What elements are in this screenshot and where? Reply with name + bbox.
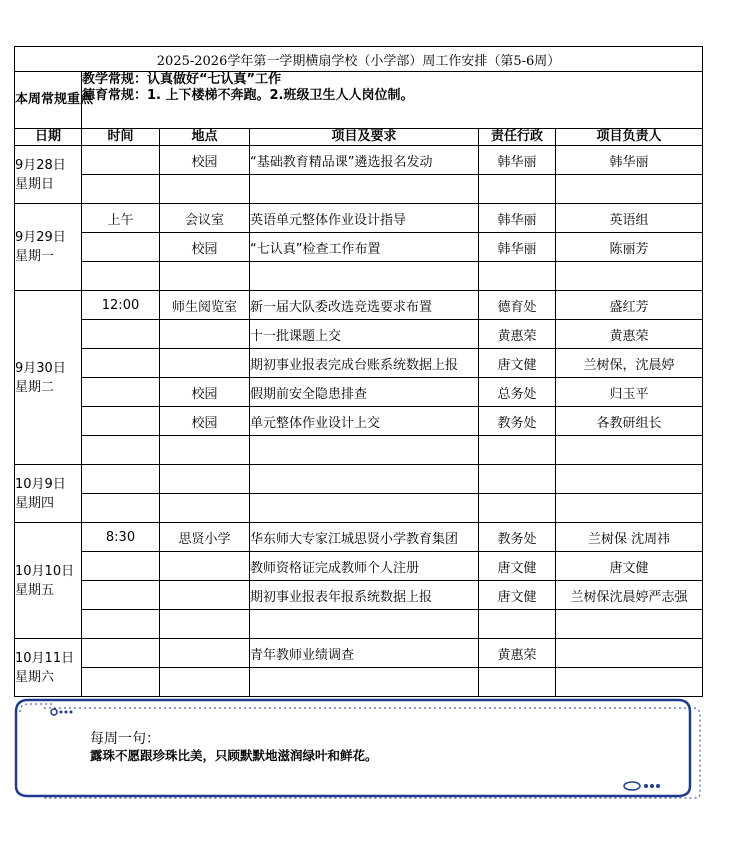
owner-cell: 兰树保沈晨婷严志强 xyxy=(556,581,703,610)
place-cell xyxy=(160,262,250,291)
time-cell xyxy=(82,610,160,639)
col-header-date: 日期 xyxy=(15,129,82,146)
place-cell: 校园 xyxy=(160,233,250,262)
item-cell xyxy=(250,494,479,523)
table-row xyxy=(15,262,703,291)
item-cell xyxy=(250,175,479,204)
date-cell xyxy=(15,639,82,697)
place-cell: 校园 xyxy=(160,378,250,407)
weekday-text: 星期六 xyxy=(15,669,55,685)
item-cell xyxy=(250,465,479,494)
place-cell: 思贤小学 xyxy=(160,523,250,552)
dept-cell: 德育处 xyxy=(479,291,556,320)
item-cell: 英语单元整体作业设计指导 xyxy=(250,204,479,233)
dept-cell: 唐文健 xyxy=(479,581,556,610)
owner-cell: 陈丽芳 xyxy=(556,233,703,262)
owner-cell xyxy=(556,465,703,494)
date-text: 10月10日 xyxy=(15,563,75,579)
table-row xyxy=(15,465,703,494)
time-cell xyxy=(82,581,160,610)
date-cell xyxy=(15,146,82,204)
place-cell xyxy=(160,610,250,639)
item-cell: “七认真”检查工作布置 xyxy=(250,233,479,262)
weekly-focus-content xyxy=(82,72,703,129)
weekly-quote-box xyxy=(14,698,702,800)
place-cell xyxy=(160,465,250,494)
item-cell: 新一届大队委改选竞选要求布置 xyxy=(250,291,479,320)
table-row xyxy=(15,552,703,581)
owner-cell: 韩华丽 xyxy=(556,146,703,175)
place-cell xyxy=(160,494,250,523)
place-cell xyxy=(160,175,250,204)
owner-cell xyxy=(556,668,703,697)
date-cell xyxy=(15,291,82,465)
col-header-place: 地点 xyxy=(160,129,250,146)
item-cell: 青年教师业绩调查 xyxy=(250,639,479,668)
time-cell xyxy=(82,349,160,378)
quote-title: 每周一句： xyxy=(90,731,160,747)
date-cell xyxy=(15,523,82,639)
owner-cell xyxy=(556,610,703,639)
table-row xyxy=(15,610,703,639)
dept-cell: 黄惠荣 xyxy=(479,639,556,668)
owner-cell xyxy=(556,436,703,465)
time-cell xyxy=(82,233,160,262)
dept-cell xyxy=(479,436,556,465)
table-row xyxy=(15,204,703,233)
time-cell xyxy=(82,407,160,436)
time-cell xyxy=(82,146,160,175)
item-cell: 假期前安全隐患排查 xyxy=(250,378,479,407)
place-cell: 师生阅览室 xyxy=(160,291,250,320)
table-row xyxy=(15,523,703,552)
date-cell xyxy=(15,204,82,291)
time-cell xyxy=(82,639,160,668)
owner-cell: 归玉平 xyxy=(556,378,703,407)
dept-cell xyxy=(479,175,556,204)
dept-cell: 黄惠荣 xyxy=(479,320,556,349)
dept-cell xyxy=(479,494,556,523)
place-cell: 校园 xyxy=(160,407,250,436)
dept-cell: 韩华丽 xyxy=(479,204,556,233)
dept-cell xyxy=(479,668,556,697)
table-row xyxy=(15,436,703,465)
time-cell xyxy=(82,378,160,407)
owner-cell xyxy=(556,175,703,204)
time-cell xyxy=(82,436,160,465)
owner-cell: 盛红芳 xyxy=(556,291,703,320)
col-header-item: 项目及要求 xyxy=(250,129,479,146)
col-header-time: 时间 xyxy=(82,129,160,146)
time-cell xyxy=(82,465,160,494)
time-cell xyxy=(82,552,160,581)
dept-cell: 唐文健 xyxy=(479,349,556,378)
place-cell xyxy=(160,581,250,610)
place-cell xyxy=(160,436,250,465)
item-cell: 单元整体作业设计上交 xyxy=(250,407,479,436)
table-row xyxy=(15,320,703,349)
dept-cell: 教务处 xyxy=(479,407,556,436)
owner-cell: 兰树保 沈周祎 xyxy=(556,523,703,552)
weekly-schedule-table xyxy=(14,46,703,697)
time-cell xyxy=(82,262,160,291)
time-cell xyxy=(82,668,160,697)
dept-cell: 总务处 xyxy=(479,378,556,407)
weekday-text: 星期五 xyxy=(15,582,55,598)
dept-cell: 韩华丽 xyxy=(479,233,556,262)
item-cell xyxy=(250,262,479,291)
dept-cell: 韩华丽 xyxy=(479,146,556,175)
date-text: 9月28日 xyxy=(15,157,66,173)
owner-cell xyxy=(556,639,703,668)
weekday-text: 星期日 xyxy=(15,176,55,192)
item-cell: 期初事业报表完成台账系统数据上报 xyxy=(250,349,479,378)
date-text: 9月30日 xyxy=(15,360,66,376)
item-cell: 教师资格证完成教师个人注册 xyxy=(250,552,479,581)
col-header-dept: 责任行政 xyxy=(479,129,556,146)
table-row xyxy=(15,146,703,175)
table-row xyxy=(15,233,703,262)
quote-text: 露珠不愿跟珍珠比美，只顾默默地滋润绿叶和鲜花。 xyxy=(90,748,378,763)
moral-routine: 德育常规：1. 上下楼梯不奔跑。2.班级卫生人人岗位制。 xyxy=(82,88,414,103)
owner-cell xyxy=(556,494,703,523)
time-cell xyxy=(82,320,160,349)
weekday-text: 星期二 xyxy=(15,379,55,395)
schedule-title: 2025-2026学年第一学期横扇学校（小学部）周工作安排（第5-6周） xyxy=(15,47,703,72)
item-cell xyxy=(250,610,479,639)
table-row xyxy=(15,668,703,697)
owner-cell: 黄惠荣 xyxy=(556,320,703,349)
date-text: 9月29日 xyxy=(15,230,66,245)
table-row xyxy=(15,291,703,320)
place-cell xyxy=(160,668,250,697)
time-cell: 8:30 xyxy=(82,523,160,552)
place-cell xyxy=(160,639,250,668)
place-cell xyxy=(160,552,250,581)
item-cell xyxy=(250,668,479,697)
date-text: 10月9日 xyxy=(15,476,66,492)
table-row xyxy=(15,407,703,436)
time-cell: 上午 xyxy=(82,204,160,233)
item-cell: 十一批课题上交 xyxy=(250,320,479,349)
table-row xyxy=(15,175,703,204)
owner-cell: 唐文健 xyxy=(556,552,703,581)
place-cell: 会议室 xyxy=(160,204,250,233)
place-cell xyxy=(160,320,250,349)
item-cell: 华东师大专家江城思贤小学教育集团 xyxy=(250,523,479,552)
teaching-routine: 教学常规：认真做好“七认真”工作 xyxy=(82,72,282,87)
dept-cell: 唐文健 xyxy=(479,552,556,581)
table-row xyxy=(15,378,703,407)
header-row xyxy=(15,129,703,146)
time-cell xyxy=(82,494,160,523)
date-cell xyxy=(15,465,82,523)
dept-cell xyxy=(479,262,556,291)
dept-cell xyxy=(479,465,556,494)
weekly-focus-label: 本周常规重点 xyxy=(15,72,82,129)
owner-cell xyxy=(556,262,703,291)
owner-cell: 兰树保，沈晨婷 xyxy=(556,349,703,378)
item-cell: “基础教育精品课”遴选报名发动 xyxy=(250,146,479,175)
col-header-owner: 项目负责人 xyxy=(556,129,703,146)
item-cell: 期初事业报表年报系统数据上报 xyxy=(250,581,479,610)
table-row xyxy=(15,581,703,610)
date-text: 10月11日 xyxy=(15,650,75,666)
table-row xyxy=(15,349,703,378)
owner-cell: 英语组 xyxy=(556,204,703,233)
table-row xyxy=(15,639,703,668)
dept-cell: 教务处 xyxy=(479,523,556,552)
table-row xyxy=(15,494,703,523)
owner-cell: 各教研组长 xyxy=(556,407,703,436)
weekday-text: 星期一 xyxy=(15,249,55,264)
time-cell xyxy=(82,175,160,204)
time-cell: 12:00 xyxy=(82,291,160,320)
item-cell xyxy=(250,436,479,465)
place-cell: 校园 xyxy=(160,146,250,175)
place-cell xyxy=(160,349,250,378)
dept-cell xyxy=(479,610,556,639)
weekday-text: 星期四 xyxy=(15,495,55,511)
